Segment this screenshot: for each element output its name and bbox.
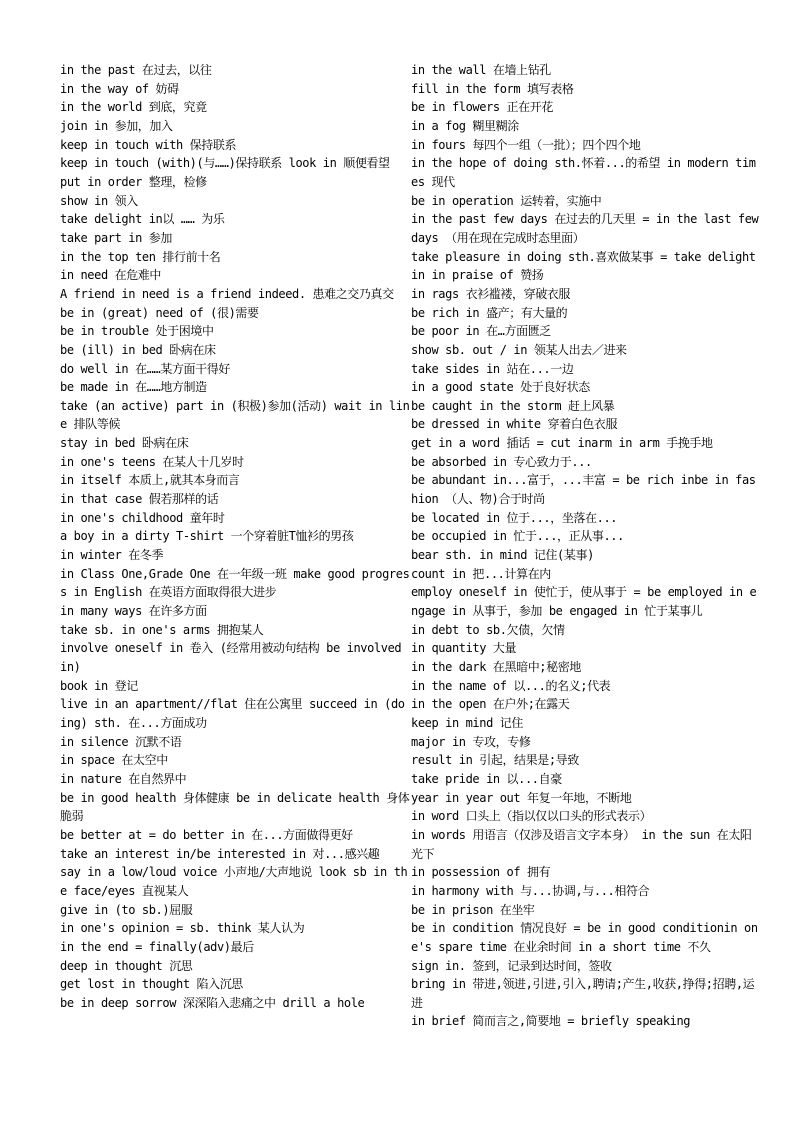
phrase-entry: in the past few days 在过去的几天里 = in the last few days （用在现在完成时态里面） xyxy=(411,212,759,245)
phrase-entry: be in operation 运转着，实施中 xyxy=(411,193,602,208)
phrase-entry: show in 领入 xyxy=(60,193,138,208)
phrase-entry: in the wall 在墙上钻孔 xyxy=(411,63,551,77)
phrase-entry: be made in 在……地方制造 xyxy=(60,380,207,395)
phrase-entry: in one's teens 在某人十几岁时 xyxy=(60,454,244,469)
phrase-entry: in one's opinion = sb. think 某人认为 xyxy=(60,921,305,936)
phrase-entry: in the way of 妨碍 xyxy=(60,81,179,96)
phrase-entry: in that case 假若那样的话 xyxy=(60,492,219,507)
phrase-entry: be in trouble 处于困境中 xyxy=(60,324,214,339)
phrase-entry: take delight in以 …… 为乐 xyxy=(60,212,225,227)
phrase-entry: be occupied in 忙于...，正从事... xyxy=(411,529,624,544)
phrase-entry: in the open 在户外;在露天 xyxy=(411,697,570,712)
phrase-entry: in possession of 拥有 xyxy=(411,865,551,880)
phrase-entry: in winter 在冬季 xyxy=(60,548,164,563)
phrase-entry: be caught in the storm 赶上风暴 xyxy=(411,398,615,413)
phrase-entry: be better at = do better in 在...方面做得更好 xyxy=(60,827,353,842)
phrase-entry: in debt to sb.欠债，欠情 xyxy=(411,622,565,637)
phrase-entry: take sides in 站在...一边 xyxy=(411,361,574,376)
phrase-entry: in rags 衣衫褴褛，穿破衣服 xyxy=(411,286,570,301)
phrase-entry: take sb. in one's arms 拥抱某人 xyxy=(60,622,264,637)
phrase-entry: be absorbed in 专心致力于... xyxy=(411,454,592,469)
phrase-entry: in fours 每四个一组（一批）；四个四个地 xyxy=(411,137,641,152)
phrase-entry: in one's childhood 童年时 xyxy=(60,510,225,525)
phrase-entry: in word 口头上（指以仅以口头的形式表示） xyxy=(411,809,652,824)
phrase-entry: be (ill) in bed 卧病在床 xyxy=(60,342,216,357)
phrase-entry: in Class One,Grade One 在一年级一班 make good progress in English 在英语方面取得很大进步 xyxy=(60,566,410,600)
phrase-entry: in the past 在过去，以往 xyxy=(60,63,212,77)
phrase-entry: do well in 在……某方面干得好 xyxy=(60,361,230,376)
phrase-entry: in the world 到底，究竟 xyxy=(60,100,207,115)
phrase-entry: book in 登记 xyxy=(60,678,138,693)
phrase-entry: take pleasure in doing sth.喜欢做某事 = take delight in in praise of 赞扬 xyxy=(411,249,756,283)
phrase-entry: in a good state 处于良好状态 xyxy=(411,380,590,395)
phrase-entry: live in an apartment//flat 住在公寓里 succeed in (doing) sth. 在...方面成功 xyxy=(60,697,405,730)
phrase-entry: get lost in thought 陷入沉思 xyxy=(60,977,243,992)
phrase-entry: be abundant in...富于，...丰富 = be rich inbe in fashion （人、物)合于时尚 xyxy=(411,473,756,507)
phrase-entry: get in a word 插话 = cut inarm in arm 手挽手地 xyxy=(411,436,713,451)
phrase-entry: give in (to sb.)屈服 xyxy=(60,902,193,917)
phrase-entry: in the end = finally(adv)最后 xyxy=(60,939,254,954)
right-column xyxy=(411,61,762,1123)
phrase-entry: in itself 本质上,就其本身而言 xyxy=(60,473,240,488)
phrase-entry: take an interest in/be interested in 对...感兴趣 xyxy=(60,846,380,861)
phrase-entry: be located in 位于...，坐落在... xyxy=(411,510,618,525)
phrase-entry: in brief 简而言之,简要地 = briefly speaking xyxy=(411,1014,691,1029)
phrase-entry: in need 在危难中 xyxy=(60,268,161,283)
phrase-entry: in words 用语言（仅涉及语言文字本身） in the sun 在太阳光下 xyxy=(411,827,752,861)
phrase-entry: major in 专攻，专修 xyxy=(411,734,531,749)
phrase-entry: bring in 带进,领进,引进,引入,聘请;产生,收获,挣得;招聘,运进 xyxy=(411,977,755,1010)
phrase-entry: join in 参加，加入 xyxy=(60,118,173,133)
phrase-entry: sign in. 签到，记录到达时间，签收 xyxy=(411,958,612,973)
phrase-entry: in harmony with 与...协调,与...相符合 xyxy=(411,883,650,898)
phrase-entry: take pride in 以...自豪 xyxy=(411,771,562,786)
phrase-entry: be in deep sorrow 深深陷入悲痛之中 drill a hole xyxy=(60,995,365,1010)
phrase-entry: keep in mind 记住 xyxy=(411,715,523,730)
phrase-entry: say in a low/loud voice 小声地/大声地说 look sb in the face/eyes 直视某人 xyxy=(60,865,408,898)
phrase-entry: in a fog 糊里糊涂 xyxy=(411,118,519,133)
phrase-entry: be poor in 在…方面匮乏 xyxy=(411,324,551,339)
phrase-entry: keep in touch with 保持联系 xyxy=(60,137,237,152)
phrase-entry: in quantity 大量 xyxy=(411,641,517,656)
phrase-entry: in silence 沉默不语 xyxy=(60,734,182,749)
left-column xyxy=(60,61,411,1123)
phrase-entry: stay in bed 卧病在床 xyxy=(60,436,189,451)
phrase-entry: A friend in need is a friend indeed. 患难之交乃真交 xyxy=(60,286,394,301)
phrase-entry: be in condition 情况良好 = be in good conditionin one's spare time 在业余时间 in a short time 不久 xyxy=(411,921,758,954)
phrase-entry: be in prison 在坐牢 xyxy=(411,902,535,917)
phrase-entry: be in (great) need of (很)需要 xyxy=(60,305,259,320)
phrase-entry: involve oneself in 卷入 (经常用被动句结构 be involved in) xyxy=(60,641,402,674)
phrase-entry: be rich in 盛产；有大量的 xyxy=(411,305,568,320)
phrase-entry: count in 把...计算在内 xyxy=(411,566,551,581)
phrase-entry: result in 引起，结果是;导致 xyxy=(411,753,579,768)
phrase-entry: fill in the form 填写表格 xyxy=(411,81,574,96)
phrase-entry: in the top ten 排行前十名 xyxy=(60,249,221,264)
phrase-entry: in the dark 在黑暗中;秘密地 xyxy=(411,660,581,674)
phrase-entry: put in order 整理，检修 xyxy=(60,174,207,189)
phrase-entry: show sb. out / in 领某人出去／进来 xyxy=(411,342,627,357)
phrase-entry: in the hope of doing sth.怀着...的希望 in modern times 现代 xyxy=(411,156,756,189)
phrase-entry: deep in thought 沉思 xyxy=(60,958,193,973)
phrase-entry: take (an active) part in (积极)参加(活动) wait in line 排队等候 xyxy=(60,398,410,432)
phrase-entry: employ oneself in 使忙于，使从事于 = be employed in engage in 从事于，参加 be engaged in 忙于某事儿 xyxy=(411,585,757,619)
phrase-entry: a boy in a dirty T-shirt 一个穿着脏T恤衫的男孩 xyxy=(60,529,354,544)
phrase-entry: in nature 在自然界中 xyxy=(60,771,187,786)
phrase-entry: year in year out 年复一年地，不断地 xyxy=(411,790,632,805)
phrase-entry: take part in 参加 xyxy=(60,230,172,245)
phrase-entry: be in good health 身体健康 be in delicate health 身体脆弱 xyxy=(60,790,410,824)
phrase-entry: be in flowers 正在开花 xyxy=(411,100,553,115)
phrase-entry: be dressed in white 穿着白色衣服 xyxy=(411,417,618,432)
phrase-entry: keep in touch (with)(与……)保持联系 look in 顺便看望 xyxy=(60,156,390,171)
phrase-entry: bear sth. in mind 记住(某事) xyxy=(411,548,594,563)
phrase-entry: in many ways 在许多方面 xyxy=(60,604,207,619)
phrase-entry: in space 在太空中 xyxy=(60,753,168,768)
phrase-entry: in the name of 以...的名义;代表 xyxy=(411,678,611,693)
